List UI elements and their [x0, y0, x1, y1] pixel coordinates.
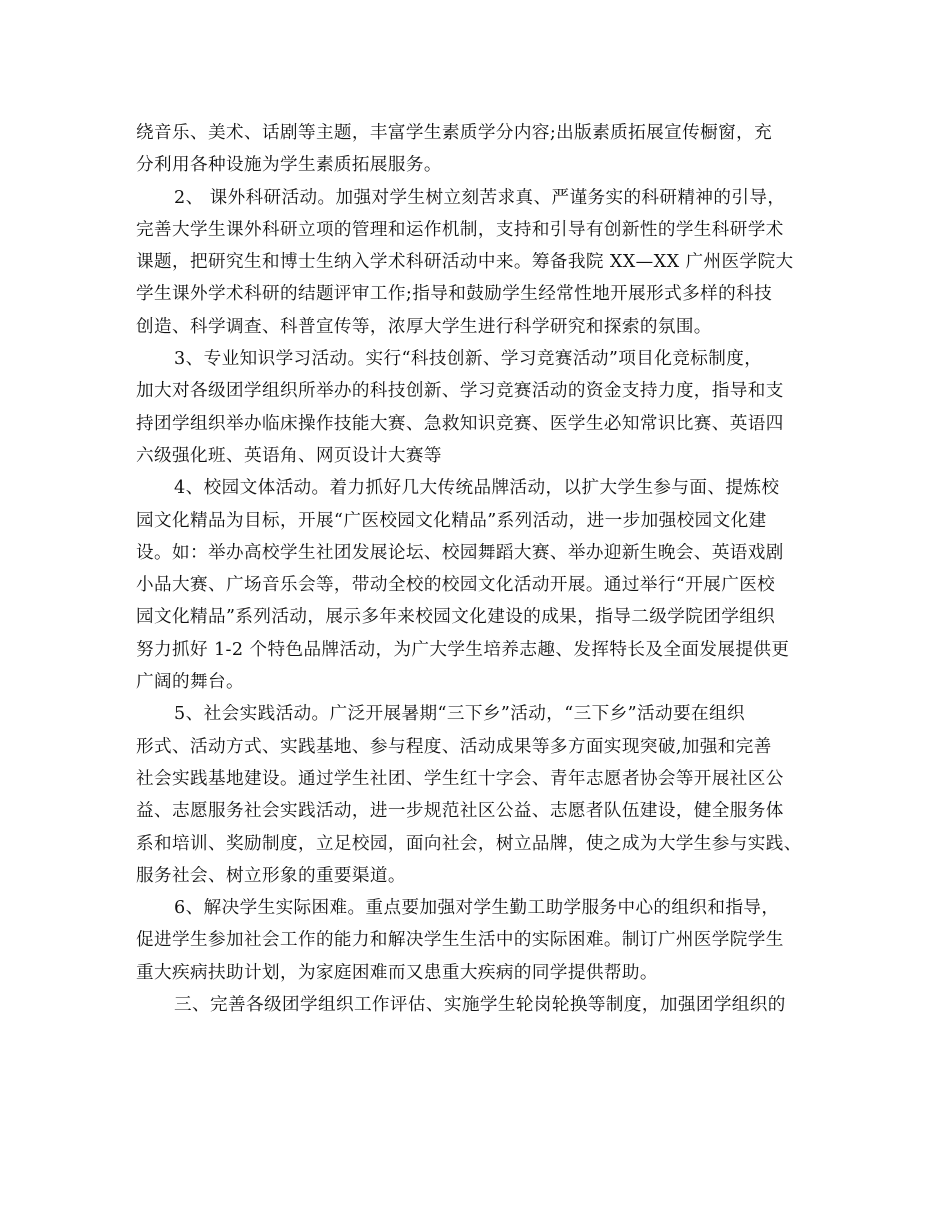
text-line: 益、志愿服务社会实践活动，进一步规范社区公益、志愿者队伍建设，健全服务体: [136, 801, 784, 822]
text-line: 努力抓好 1-2 个特色品牌活动，为广大学生培养志趣、发挥特长及全面发展提供更: [136, 639, 790, 660]
text-line: 服务社会、树立形象的重要渠道。: [136, 865, 406, 886]
text-line: 分利用各种设施为学生素质拓展服务。: [136, 155, 442, 176]
text-line: 园文化精品”系列活动，展示多年来校园文化建设的成果，指导二级学院团学组织: [136, 607, 776, 628]
text-line: 设。如：举办高校学生社团发展论坛、校园舞蹈大赛、举办迎新生晚会、英语戏剧: [136, 542, 784, 563]
text-line: 创造、科学调查、科普宣传等，浓厚大学生进行科学研究和探索的氛围。: [136, 316, 712, 337]
text-line: 重大疾病扶助计划，为家庭困难而又患重大疾病的同学提供帮助。: [136, 962, 658, 983]
text-line: 社会实践基地建设。通过学生社团、学生红十字会、青年志愿者协会等开展社区公: [136, 768, 784, 789]
paragraph-first-line: 4、校园文体活动。着力抓好几大传统品牌活动，以扩大学生参与面、提炼校: [174, 478, 780, 499]
paragraph-first-line: 6、解决学生实际困难。重点要加强对学生勤工助学服务中心的组织和指导，: [174, 898, 780, 919]
text-line: 六级强化班、英语角、网页设计大赛等: [136, 445, 442, 466]
text-line: 完善大学生课外科研立项的管理和运作机制，支持和引导有创新性的学生科研学术: [136, 219, 784, 240]
text-line: 课题，把研究生和博士生纳入学术科研活动中来。筹备我院 XX—XX 广州医学院大: [136, 252, 794, 273]
text-line: 形式、活动方式、实践基地、参与程度、活动成果等多方面实现突破,加强和完善: [136, 736, 772, 757]
text-line: 促进学生参加社会工作的能力和解决学生生活中的实际困难。制订广州医学院学生: [136, 930, 784, 951]
text-line: 小品大赛、广场音乐会等，带动全校的校园文化活动开展。通过举行“开展广医校: [136, 575, 776, 596]
paragraph-first-line: 2、 课外科研活动。加强对学生树立刻苦求真、严谨务实的科研精神的引导，: [174, 187, 786, 208]
document-body: [136, 117, 816, 1021]
paragraph-first-line: 5、社会实践活动。广泛开展暑期“三下乡”活动，“三下乡”活动要在组织: [174, 704, 745, 725]
text-line: 绕音乐、美术、话剧等主题，丰富学生素质学分内容;出版素质拓展宣传橱窗，充: [136, 123, 773, 143]
text-line: 学生课外学术科研的结题评审工作;指导和鼓励学生经常性地开展形式多样的科技: [136, 284, 773, 305]
text-line: 持团学组织举办临床操作技能大赛、急救知识竞赛、医学生必知常识比赛、英语四: [136, 413, 784, 434]
paragraph-first-line: 3、专业知识学习活动。实行“科技创新、学习竞赛活动”项目化竞标制度，: [174, 349, 763, 370]
text-line: 系和培训、奖励制度，立足校园，面向社会，树立品牌，使之成为大学生参与实践、: [136, 833, 802, 854]
text-line: 广阔的舞台。: [136, 672, 244, 693]
text-line: 加大对各级团学组织所举办的科技创新、学习竞赛活动的资金支持力度，指导和支: [136, 381, 784, 402]
text-line: 园文化精品为目标，开展“广医校园文化精品”系列活动，进一步加强校园文化建: [136, 510, 767, 531]
paragraph-first-line: 三、完善各级团学组织工作评估、实施学生轮岗轮换等制度，加强团学组织的: [174, 995, 786, 1016]
